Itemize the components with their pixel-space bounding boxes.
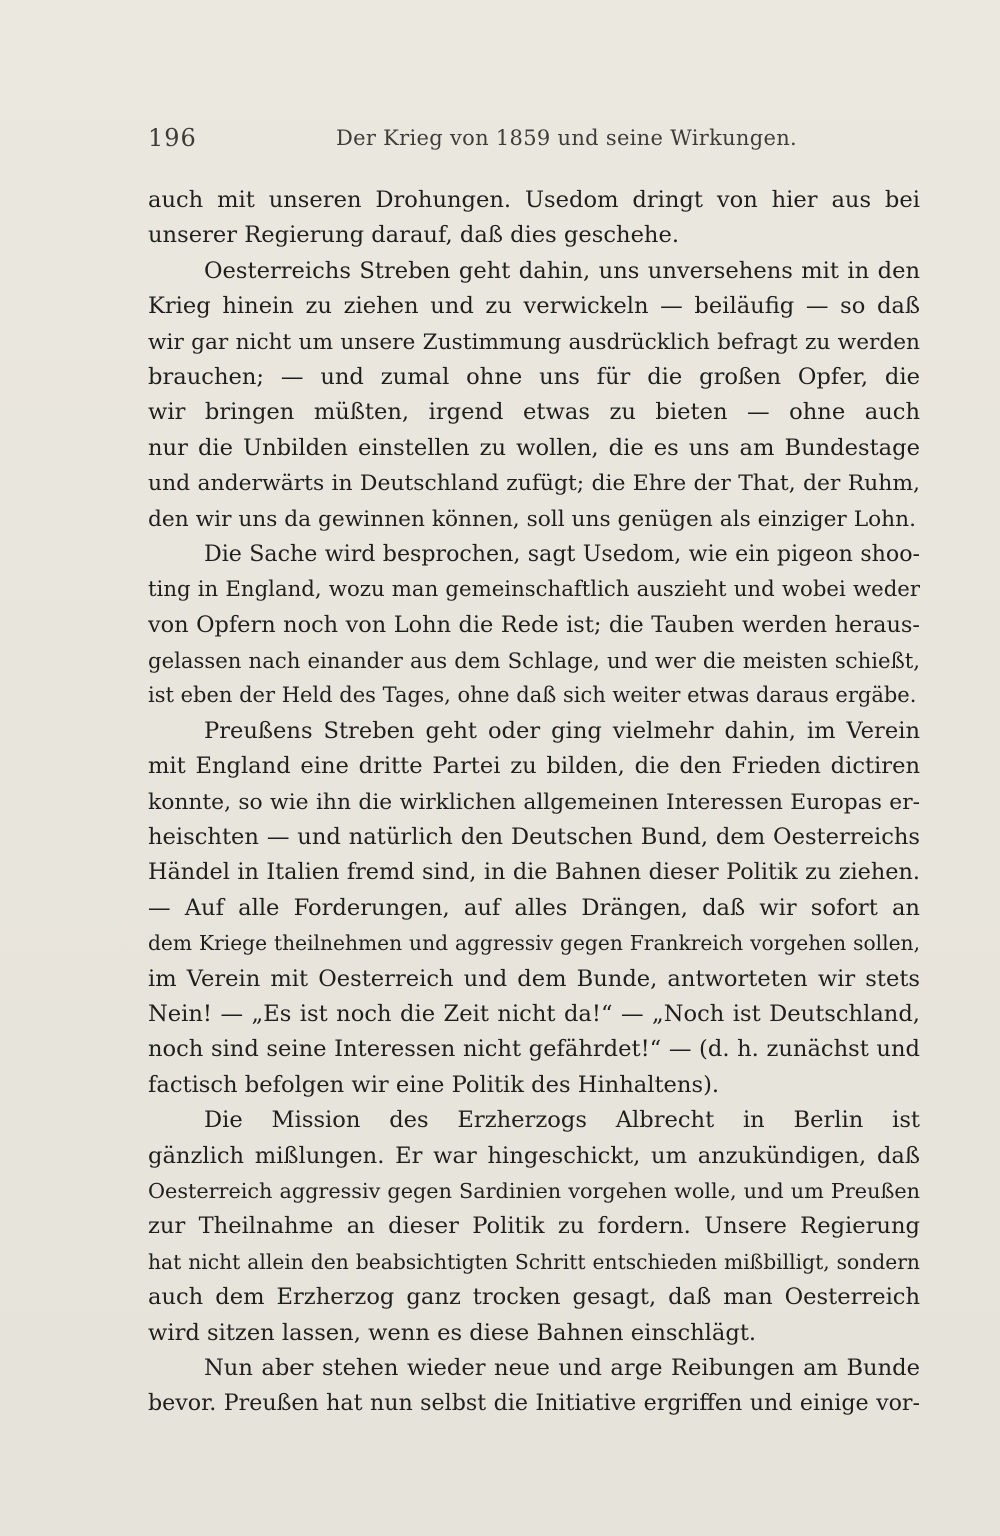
text-line: Krieg hinein zu ziehen und zu verwickeln — beiläufig — so daß <box>148 293 920 320</box>
text-line: Die Sache wird besprochen, sagt Usedom, wie ein pigeon shoo- <box>204 540 920 567</box>
page-header <box>148 124 928 160</box>
text-line: — Auf alle Forderungen, auf alles Drängen, daß wir sofort an <box>148 894 920 921</box>
text-line: gelassen nach einander aus dem Schlage, und wer die meisten schießt, <box>148 648 920 674</box>
running-title: Der Krieg von 1859 und seine Wirkungen. <box>336 126 798 150</box>
text-line: factisch befolgen wir eine Politik des Hinhaltens). <box>148 1071 720 1098</box>
text-line: Händel in Italien fremd sind, in die Bahnen dieser Politik zu ziehen. <box>148 859 920 886</box>
text-line: bevor. Preußen hat nun selbst die Initiative ergriffen und einige vor- <box>148 1390 920 1417</box>
text-line: Nun aber stehen wieder neue und arge Reibungen am Bunde <box>204 1354 920 1381</box>
text-line: Preußens Streben geht oder ging vielmehr dahin, im Verein <box>204 717 920 744</box>
text-line: dem Kriege theilnehmen und aggressiv gegen Frankreich vorgehen sollen, <box>148 931 920 956</box>
text-line: konnte, so wie ihn die wirklichen allgemeinen Interessen Europas er- <box>148 789 920 815</box>
text-line: wir bringen müßten, irgend etwas zu bieten — ohne auch <box>148 399 920 426</box>
text-line: gänzlich mißlungen. Er war hingeschickt, um anzukündigen, daß <box>148 1142 920 1169</box>
text-line: zur Theilnahme an dieser Politik zu fordern. Unsere Regierung <box>148 1213 920 1240</box>
text-line: unserer Regierung darauf, daß dies geschehe. <box>148 222 680 249</box>
text-line: den wir uns da gewinnen können, soll uns genügen als einziger Lohn. <box>148 506 916 532</box>
text-line: im Verein mit Oesterreich und dem Bunde, antworteten wir stets <box>148 965 920 992</box>
text-line: und anderwärts in Deutschland zufügt; die Ehre der That, der Ruhm, <box>148 471 920 497</box>
text-line: mit England eine dritte Partei zu bilden, die den Frieden dictiren <box>148 753 920 780</box>
text-line: wir gar nicht um unsere Zustimmung ausdrücklich befragt zu werden <box>148 329 920 355</box>
text-line: ist eben der Held des Tages, ohne daß sich weiter etwas daraus ergäbe. <box>148 683 917 708</box>
text-line: von Opfern noch von Lohn die Rede ist; die Tauben werden heraus- <box>148 611 920 638</box>
text-line: Die Mission des Erzherzogs Albrecht in Berlin ist <box>204 1107 920 1134</box>
page-number: 196 <box>148 124 197 152</box>
body-text <box>148 183 920 1422</box>
text-line: Oesterreich aggressiv gegen Sardinien vorgehen wolle, und um Preußen <box>148 1178 920 1203</box>
text-line: ting in England, wozu man gemeinschaftlich auszieht und wobei weder <box>148 577 920 603</box>
text-line: auch mit unseren Drohungen. Usedom dringt von hier aus bei <box>148 187 920 213</box>
text-line: noch sind seine Interessen nicht gefährdet!“ — (d. h. zunächst und <box>148 1036 920 1063</box>
text-line: Nein! — „Es ist noch die Zeit nicht da!“ — „Noch ist Deutschland, <box>148 1000 920 1027</box>
text-line: auch dem Erzherzog ganz trocken gesagt, daß man Oesterreich <box>148 1284 920 1311</box>
text-line: hat nicht allein den beabsichtigten Schritt entschieden mißbilligt, sondern <box>148 1249 920 1274</box>
text-line: wird sitzen lassen, wenn es diese Bahnen einschlägt. <box>148 1319 757 1346</box>
text-line: nur die Unbilden einstellen zu wollen, die es uns am Bundestage <box>148 434 920 461</box>
text-line: heischten — und natürlich den Deutschen Bund, dem Oesterreichs <box>148 824 920 851</box>
text-line: Oesterreichs Streben geht dahin, uns unversehens mit in den <box>204 257 920 284</box>
text-line: brauchen; — und zumal ohne uns für die großen Opfer, die <box>148 363 920 390</box>
